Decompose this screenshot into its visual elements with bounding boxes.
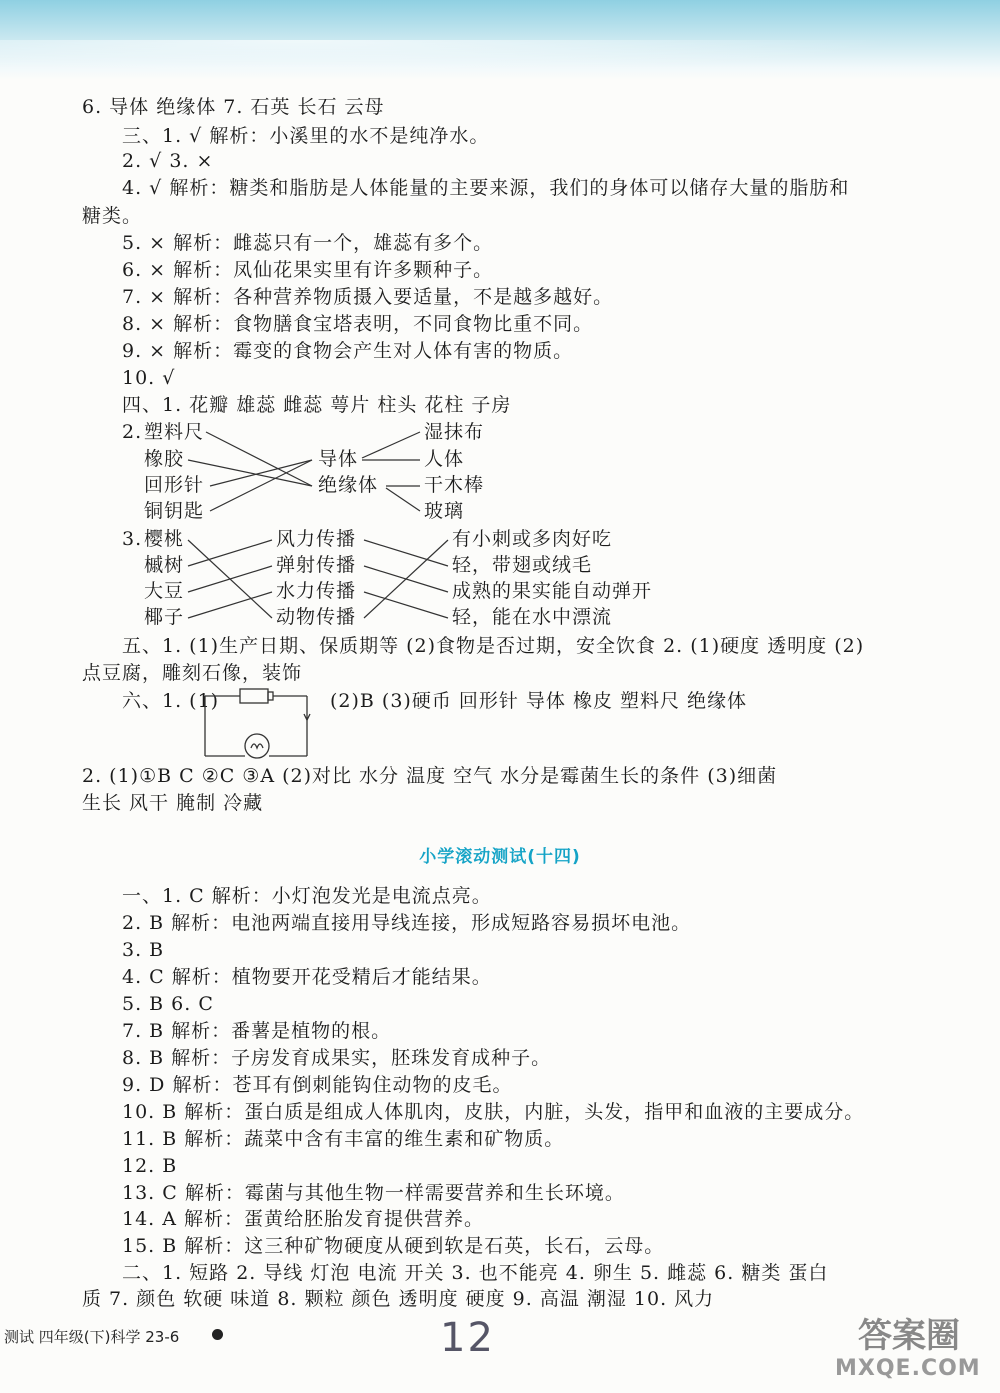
- match3-middle-item: 弹射传播: [276, 554, 357, 576]
- connector-line: [364, 566, 448, 592]
- connector-line: [188, 540, 272, 566]
- answer-line: 14. A 解析：蛋黄给胚胎发育提供营养。: [122, 1208, 485, 1230]
- watermark-logo-text: 答案圈: [858, 1316, 960, 1356]
- connector-line: [364, 592, 448, 618]
- footer-text: 测试 四年级(下)科学 23-6: [4, 1328, 180, 1346]
- answer-line: 一、1. C 解析：小灯泡发光是电流点亮。: [122, 885, 492, 907]
- match2-right-item: 湿抹布: [424, 421, 485, 443]
- connector-line: [364, 540, 448, 618]
- footer-dot-icon: [212, 1329, 223, 1340]
- answer-line: 5. B 6. C: [122, 993, 214, 1015]
- match3-right-item: 轻，能在水中漂流: [452, 606, 613, 628]
- page-top-band: [0, 0, 1000, 80]
- answer-line: 五、1. (1)生产日期、保质期等 (2)食物是否过期，安全饮食 2. (1)硬度 透明度 (2): [122, 635, 865, 657]
- answer-line: 2. (1)①B C ②C ③A (2)对比 水分 温度 空气 水分是霉菌生长的条件 (3)细菌: [82, 765, 778, 787]
- answer-line: 12. B: [122, 1155, 178, 1177]
- section-title: 小学滚动测试(十四): [419, 847, 581, 867]
- answer-line: 4. C 解析：植物要开花受精后才能结果。: [122, 966, 492, 988]
- answer-line: 三、1. √ 解析：小溪里的水不是纯净水。: [122, 125, 490, 147]
- circuit-diagram: [195, 684, 320, 764]
- match3-right-item: 成熟的果实能自动弹开: [452, 580, 653, 602]
- answer-line: 6. × 解析：凤仙花果实里有许多颗种子。: [122, 259, 494, 281]
- battery-icon: [240, 689, 268, 703]
- match2-left-item: 回形针: [144, 474, 205, 496]
- match2-label: 2.: [122, 421, 143, 443]
- answer-line: 3. B: [122, 939, 165, 961]
- answer-line: 糖类。: [82, 205, 143, 227]
- match2-right-item: 玻璃: [424, 500, 465, 522]
- answer-line: 8. × 解析：食物膳食宝塔表明，不同食物比重不同。: [122, 313, 594, 335]
- answer-line: 二、1. 短路 2. 导线 灯泡 电流 开关 3. 也不能亮 4. 卵生 5. 雌蕊 6. 糖类 蛋白: [122, 1262, 829, 1284]
- connector-line: [210, 460, 312, 486]
- answer-line: 10. √: [122, 367, 176, 389]
- connector-line: [364, 540, 448, 566]
- connector-line: [386, 488, 420, 511]
- match3-left-item: 大豆: [144, 580, 185, 602]
- answer-line: 2. √ 3. ×: [122, 150, 214, 172]
- connector-line: [206, 432, 312, 486]
- connector-line: [362, 432, 420, 458]
- answer-line: 8. B 解析：子房发育成果实，胚珠发育成种子。: [122, 1047, 552, 1069]
- match3-middle-item: 风力传播: [276, 528, 357, 550]
- connector-line: [210, 460, 312, 511]
- match3-right-item: 轻，带翅或绒毛: [452, 554, 593, 576]
- match3-right-item: 有小刺或多肉好吃: [452, 528, 613, 550]
- match2-middle-item: 绝缘体: [318, 474, 379, 496]
- match3-middle-item: 动物传播: [276, 606, 357, 628]
- match2-left-item: 橡胶: [144, 448, 185, 470]
- handwritten-page-number: 12: [440, 1315, 495, 1361]
- connector-line: [188, 460, 312, 486]
- match3-left-item: 椰子: [144, 606, 185, 628]
- answer-line: (2)B (3)硬币 回形针 导体 橡皮 塑料尺 绝缘体: [330, 690, 748, 712]
- answer-line: 点豆腐，雕刻石像，装饰: [82, 662, 303, 684]
- answer-line: 2. B 解析：电池两端直接用导线连接，形成短路容易损坏电池。: [122, 912, 692, 934]
- connector-line: [188, 592, 272, 618]
- answer-line: 13. C 解析：霉菌与其他生物一样需要营养和生长环境。: [122, 1182, 625, 1204]
- answer-line: 9. × 解析：霉变的食物会产生对人体有害的物质。: [122, 340, 574, 362]
- answer-line: 15. B 解析：这三种矿物硬度从硬到软是石英，长石，云母。: [122, 1235, 665, 1257]
- match2-left-item: 铜钥匙: [144, 500, 205, 522]
- answer-line: 生长 风干 腌制 冷藏: [82, 792, 264, 814]
- match2-right-item: 人体: [424, 448, 465, 470]
- match3-label: 3.: [122, 528, 143, 550]
- match3-left-item: 樱桃: [144, 528, 185, 550]
- answer-line: 10. B 解析：蛋白质是组成人体肌肉，皮肤，内脏，头发，指甲和血液的主要成分。: [122, 1101, 865, 1123]
- match3-left-item: 槭树: [144, 554, 185, 576]
- answer-line: 7. × 解析：各种营养物质摄入要适量，不是越多越好。: [122, 286, 614, 308]
- answer-line: 7. B 解析：番薯是植物的根。: [122, 1020, 392, 1042]
- answer-line: 6. 导体 绝缘体 7. 石英 长石 云母: [82, 96, 385, 118]
- match2-right-item: 干木棒: [424, 474, 485, 496]
- answer-line: 六、1. (1): [122, 690, 220, 712]
- answer-line: 4. √ 解析：糖类和脂肪是人体能量的主要来源，我们的身体可以储存大量的脂肪和: [122, 177, 850, 199]
- answer-line: 9. D 解析：苍耳有倒刺能钩住动物的皮毛。: [122, 1074, 513, 1096]
- answer-line: 质 7. 颜色 软硬 味道 8. 颗粒 颜色 透明度 硬度 9. 高温 潮湿 10. 风力: [82, 1288, 715, 1310]
- watermark-url: MXQE.COM: [835, 1356, 981, 1381]
- connector-line: [188, 566, 272, 592]
- answer-line: 11. B 解析：蔬菜中含有丰富的维生素和矿物质。: [122, 1128, 565, 1150]
- bulb-icon: [245, 734, 269, 758]
- match2-middle-item: 导体: [318, 448, 359, 470]
- match2-left-item: 塑料尺: [144, 421, 205, 443]
- connector-line: [188, 540, 272, 618]
- answer-line: 5. × 解析：雌蕊只有一个，雄蕊有多个。: [122, 232, 494, 254]
- answer-line: 四、1. 花瓣 雄蕊 雌蕊 萼片 柱头 花柱 子房: [122, 394, 512, 416]
- match3-middle-item: 水力传播: [276, 580, 357, 602]
